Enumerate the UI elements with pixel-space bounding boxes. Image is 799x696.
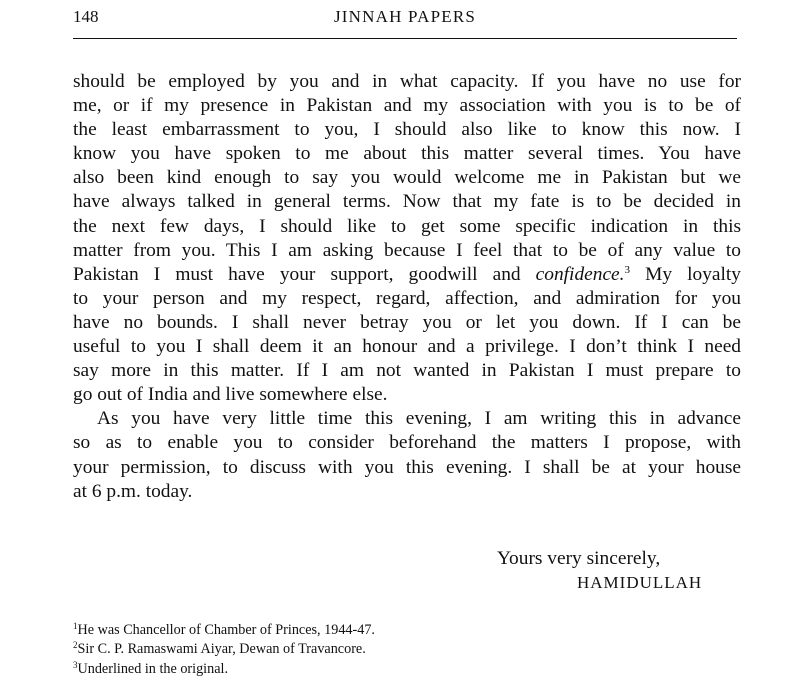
footnote-text: He was Chancellor of Chamber of Princes, 1944-47. (77, 622, 375, 638)
footnote-item (73, 621, 375, 640)
letter-body (73, 70, 741, 504)
footnote-number: 2 (73, 640, 78, 651)
body-line-with-footnote (73, 263, 741, 287)
footnote-item (73, 660, 375, 679)
footnote-item (73, 640, 375, 659)
header-rule (73, 38, 737, 39)
body-line: your permission, to discuss with you this evening. I shall be at your house (73, 456, 741, 478)
footnote-text: Sir C. P. Ramaswami Aiyar, Dewan of Travancore. (77, 641, 366, 658)
running-head: JINNAH PAPERS (333, 7, 477, 26)
body-line: say more in this matter. If I am not wanted in Pakistan I must prepare to (73, 360, 741, 382)
page-number: 148 (73, 7, 99, 26)
body-line: me, or if my presence in Pakistan and my association with you is to be of (73, 95, 741, 117)
page-header (73, 6, 737, 36)
body-line: have no bounds. I shall never betray you or let you down. If I can be (73, 311, 741, 333)
body-line: at 6 p.m. today. (73, 480, 193, 502)
body-line: useful to you I shall deem it an honour and a privilege. I don’t think I need (73, 336, 741, 358)
body-line: matter from you. This I am asking because I feel that to be of any value to (73, 239, 741, 261)
footnote-text: Underlined in the original. (77, 660, 229, 677)
body-line: go out of India and live somewhere else. (73, 384, 388, 406)
footnote-number: 3 (73, 659, 78, 670)
body-line: to your person and my respect, regard, affection, and admiration for you (73, 287, 741, 309)
body-line: As you have very little time this evening, I am writing this in advance (97, 408, 741, 430)
body-line: so as to enable you to consider beforehand the matters I propose, with (73, 432, 741, 454)
italic-word: confidence. (535, 263, 625, 285)
body-line: also been kind enough to say you would welcome me in Pakistan but we (73, 167, 741, 189)
footnotes (73, 621, 375, 679)
body-line-fragment: Pakistan I must have your support, goodwill and (73, 263, 536, 285)
closing-salutation: Yours very sincerely, (497, 548, 661, 569)
body-line: the next few days, I should like to get some specific indication in this (73, 215, 741, 237)
body-line: the least embarrassment to you, I should also like to know this now. I (73, 119, 741, 141)
body-line: should be employed by you and in what capacity. If you have no use for (73, 71, 741, 92)
footnote-marker: 3 (624, 263, 631, 276)
signature-name: HAMIDULLAH (577, 573, 703, 592)
footnote-number: 1 (73, 621, 78, 631)
body-line-fragment: My loyalty (630, 263, 741, 285)
body-line: know you have spoken to me about this matter several times. You have (73, 143, 741, 165)
body-line: have always talked in general terms. Now that my fate is to be decided in (73, 191, 741, 213)
